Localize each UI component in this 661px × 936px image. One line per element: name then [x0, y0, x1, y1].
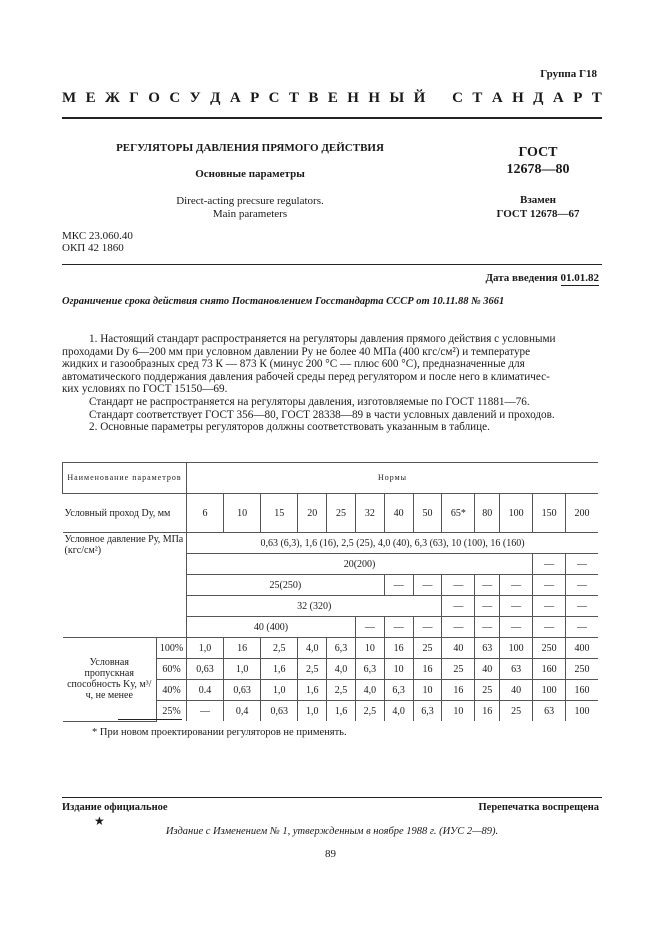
table-row — [63, 533, 599, 554]
bottom-rule — [62, 797, 602, 798]
py-25: 25(250) — [187, 575, 385, 596]
table-cell: — — [442, 596, 475, 617]
banner-letter: А — [552, 90, 564, 106]
table-cell: — — [533, 596, 566, 617]
footnote: * При новом проектировании регуляторов не применять. — [92, 727, 347, 738]
table-cell: 80 — [475, 494, 500, 533]
table-cell: 400 — [566, 638, 598, 659]
banner-letter: Р — [250, 90, 260, 106]
paragraph-2: Стандарт не распространяется на регуляторы давления, изготовляемые по ГОСТ 11881—76. — [89, 395, 530, 408]
py-20: 20(200) — [187, 554, 533, 575]
table-cell: 25% — [157, 701, 187, 722]
table-cell: — — [566, 617, 598, 638]
table-cell: 65* — [442, 494, 475, 533]
group-code: Группа Г18 — [540, 68, 597, 80]
change-note: Издание с Изменением № 1, утвержденным в ноябре 1988 г. (ИУС 2—89). — [165, 826, 499, 837]
mks-code: МКС 23.060.40 — [62, 230, 133, 242]
table-cell: 10 — [224, 494, 261, 533]
table-cell: 1,6 — [261, 659, 298, 680]
table-cell: — — [533, 554, 566, 575]
banner-letter: Т — [591, 90, 602, 106]
header-name: Наименование параметров — [63, 463, 187, 494]
banner-letter: В — [308, 90, 319, 106]
table-cell: 10 — [413, 680, 442, 701]
table-cell: 2,5 — [261, 638, 298, 659]
gost-label: ГОСТ — [518, 145, 558, 160]
table-cell: — — [355, 617, 384, 638]
table-cell: 0,63 — [224, 680, 261, 701]
table-cell: 6,3 — [355, 659, 384, 680]
paragraph-1-line-2: проходами Dу 6—200 мм при условном давлении Pу не более 40 МПа (400 кгс/см²) и температуре — [62, 345, 531, 358]
table-cell: — — [500, 596, 533, 617]
table-cell: — — [442, 617, 475, 638]
table-cell: 6,3 — [327, 638, 356, 659]
standard-banner — [62, 90, 602, 107]
py-40: 40 (400) — [187, 617, 356, 638]
table-cell: 25 — [475, 680, 500, 701]
banner-letter: Т — [472, 90, 483, 106]
table-cell: 16 — [384, 638, 413, 659]
table-cell: — — [533, 575, 566, 596]
footnote-rule — [118, 719, 182, 720]
table-cell: — — [384, 575, 413, 596]
table-cell: 40 — [384, 494, 413, 533]
table-cell: — — [500, 617, 533, 638]
table-cell: 40 — [475, 659, 500, 680]
english-title — [100, 195, 400, 221]
star-icon: ★ — [94, 814, 105, 828]
banner-letter: А — [491, 90, 503, 106]
banner-letter: М — [62, 90, 77, 106]
replaces-label: Взамен — [520, 194, 556, 206]
table-cell: 4,0 — [298, 638, 327, 659]
table-cell: 2,5 — [327, 680, 356, 701]
english-title-line-2: Main parameters — [212, 208, 288, 220]
py-32: 32 (320) — [187, 596, 442, 617]
banner-letter: С — [452, 90, 463, 106]
row-label-py: Условное давление Pу, МПа (кгс/см²) — [63, 533, 187, 638]
replaces-block — [470, 193, 606, 221]
table-cell: 150 — [533, 494, 566, 533]
banner-letter: Е — [327, 90, 338, 106]
paragraph-1-line-1: 1. Настоящий стандарт распространяется на регуляторы давления прямого действия с условными — [89, 333, 556, 345]
table-cell: — — [413, 617, 442, 638]
table-cell: 6,3 — [413, 701, 442, 722]
table-cell: 0,63 — [261, 701, 298, 722]
table-cell: 40 — [500, 680, 533, 701]
reprint-notice: Перепечатка воспрещена — [478, 802, 599, 813]
table-cell: 20 — [298, 494, 327, 533]
banner-letter: Н — [368, 90, 381, 106]
table-cell: 250 — [533, 638, 566, 659]
paragraph-1-line-5: ких условиях по ГОСТ 15150—69. — [62, 383, 228, 396]
table-cell: 16 — [413, 659, 442, 680]
banner-letter: С — [268, 90, 280, 106]
table-cell: — — [533, 617, 566, 638]
table-cell: 1,0 — [261, 680, 298, 701]
banner-letter: Д — [210, 90, 221, 106]
table-cell: 100 — [533, 680, 566, 701]
table-cell: 250 — [566, 659, 598, 680]
document-title: РЕГУЛЯТОРЫ ДАВЛЕНИЯ ПРЯМОГО ДЕЙСТВИЯ — [116, 142, 384, 154]
gost-number — [478, 144, 598, 178]
table-cell: — — [442, 575, 475, 596]
table-cell: — — [384, 617, 413, 638]
row-label-dy: Условный проход Dу, мм — [63, 494, 187, 533]
table-cell: 0.4 — [187, 680, 224, 701]
table-cell: 200 — [566, 494, 598, 533]
limitation-note: Ограничение срока действия снято Постановлением Госстандарта СССР от 10.11.88 № 3661 — [62, 296, 505, 307]
table-cell: 160 — [566, 680, 598, 701]
banner-letter: Н — [512, 90, 524, 106]
table-cell: 15 — [261, 494, 298, 533]
table-cell: 1,0 — [224, 659, 261, 680]
table-cell: 2,5 — [298, 659, 327, 680]
table-cell: — — [566, 554, 598, 575]
row-label-ky: Условная пропускная способность Kу, м³/ч, не менее — [63, 638, 157, 722]
document-subtitle: Основные параметры — [195, 168, 305, 180]
banner-letter: Ы — [389, 90, 405, 106]
table-cell: 32 — [355, 494, 384, 533]
header-norms: Нормы — [187, 463, 599, 494]
banner-letter: О — [148, 90, 160, 106]
table-cell: 25 — [500, 701, 533, 722]
table-cell: — — [475, 575, 500, 596]
banner-letter: А — [229, 90, 241, 106]
table-cell: — — [566, 596, 598, 617]
table-cell: 4,0 — [327, 659, 356, 680]
classification-codes — [62, 230, 133, 254]
table-cell: 6,3 — [384, 680, 413, 701]
table-cell: — — [566, 575, 598, 596]
banner-letter: Ж — [105, 90, 120, 106]
table-cell: 0,4 — [224, 701, 261, 722]
banner-letter: Г — [129, 90, 139, 106]
table-row — [63, 494, 599, 533]
table-cell: 1,6 — [298, 680, 327, 701]
gost-code: 12678—80 — [506, 162, 570, 177]
parameters-table — [62, 462, 598, 722]
table-cell: 25 — [442, 659, 475, 680]
table-cell: 100 — [566, 701, 598, 722]
table-cell: 1,0 — [187, 638, 224, 659]
table-cell: 1,0 — [298, 701, 327, 722]
table-cell: 10 — [384, 659, 413, 680]
py-all: 0,63 (6,3), 1,6 (16), 2,5 (25), 4,0 (40), 6,3 (63), 10 (100), 16 (160) — [187, 533, 599, 554]
table-cell: 100% — [157, 638, 187, 659]
banner-gap — [435, 90, 443, 107]
table-cell: 50 — [413, 494, 442, 533]
banner-letter: Е — [85, 90, 96, 106]
table-cell: 10 — [442, 701, 475, 722]
table-cell: — — [413, 575, 442, 596]
banner-letter: Н — [347, 90, 359, 106]
table-cell: 16 — [442, 680, 475, 701]
table-cell: 63 — [533, 701, 566, 722]
table-cell: 10 — [355, 638, 384, 659]
paragraph-4: 2. Основные параметры регуляторов должны соответствовать указанным в таблице. — [89, 421, 490, 434]
banner-letter: Т — [288, 90, 299, 106]
table-cell: — — [500, 575, 533, 596]
table-cell: 40 — [442, 638, 475, 659]
english-title-line-1: Direct-acting precsure regulators. — [176, 195, 324, 207]
table-cell: 4,0 — [384, 701, 413, 722]
table-cell: 0,63 — [187, 659, 224, 680]
table-cell: 2,5 — [355, 701, 384, 722]
table-header-row — [63, 463, 599, 494]
banner-letter: Й — [413, 90, 426, 106]
edition-label: Издание официальное — [62, 802, 168, 813]
table-cell: 1,6 — [327, 701, 356, 722]
okp-code: ОКП 42 1860 — [62, 242, 124, 254]
table-cell: 25 — [327, 494, 356, 533]
table-cell: 63 — [475, 638, 500, 659]
table-cell: 63 — [500, 659, 533, 680]
table-cell: 100 — [500, 494, 533, 533]
paragraph-3: Стандарт соответствует ГОСТ 356—80, ГОСТ 28338—89 в части условных давлений и проходов. — [89, 408, 555, 421]
replaces-value: ГОСТ 12678—67 — [496, 208, 580, 220]
banner-letter: Р — [573, 90, 583, 106]
page-number: 89 — [325, 848, 336, 860]
intro-date-label: Дата введения — [485, 272, 558, 284]
table-cell: 25 — [413, 638, 442, 659]
banner-letter: У — [189, 90, 201, 106]
table-cell: 6 — [187, 494, 224, 533]
table-cell: 60% — [157, 659, 187, 680]
paragraph-1-line-3: жидких и газообразных сред 73 К — 873 К (минус 200 °С — плюс 600 °С), предназначенные для — [62, 358, 525, 371]
table-cell: 160 — [533, 659, 566, 680]
banner-letter: С — [169, 90, 181, 106]
table-cell: 4,0 — [355, 680, 384, 701]
table-cell: — — [475, 596, 500, 617]
paragraph-1-line-4: автоматического поддержания давления рабочей среды перед регулятором и после него в климатичес- — [62, 370, 550, 383]
middle-rule — [62, 264, 602, 265]
intro-date — [485, 272, 599, 284]
table-cell: 16 — [224, 638, 261, 659]
top-rule — [62, 117, 602, 119]
table-cell: — — [187, 701, 224, 722]
table-cell: — — [475, 617, 500, 638]
table-row — [63, 638, 599, 659]
table-cell: 100 — [500, 638, 533, 659]
banner-letter: Д — [533, 90, 544, 106]
table-cell: 16 — [475, 701, 500, 722]
intro-date-value: 01.01.82 — [560, 272, 599, 284]
table-cell: 40% — [157, 680, 187, 701]
body-text — [62, 333, 599, 434]
